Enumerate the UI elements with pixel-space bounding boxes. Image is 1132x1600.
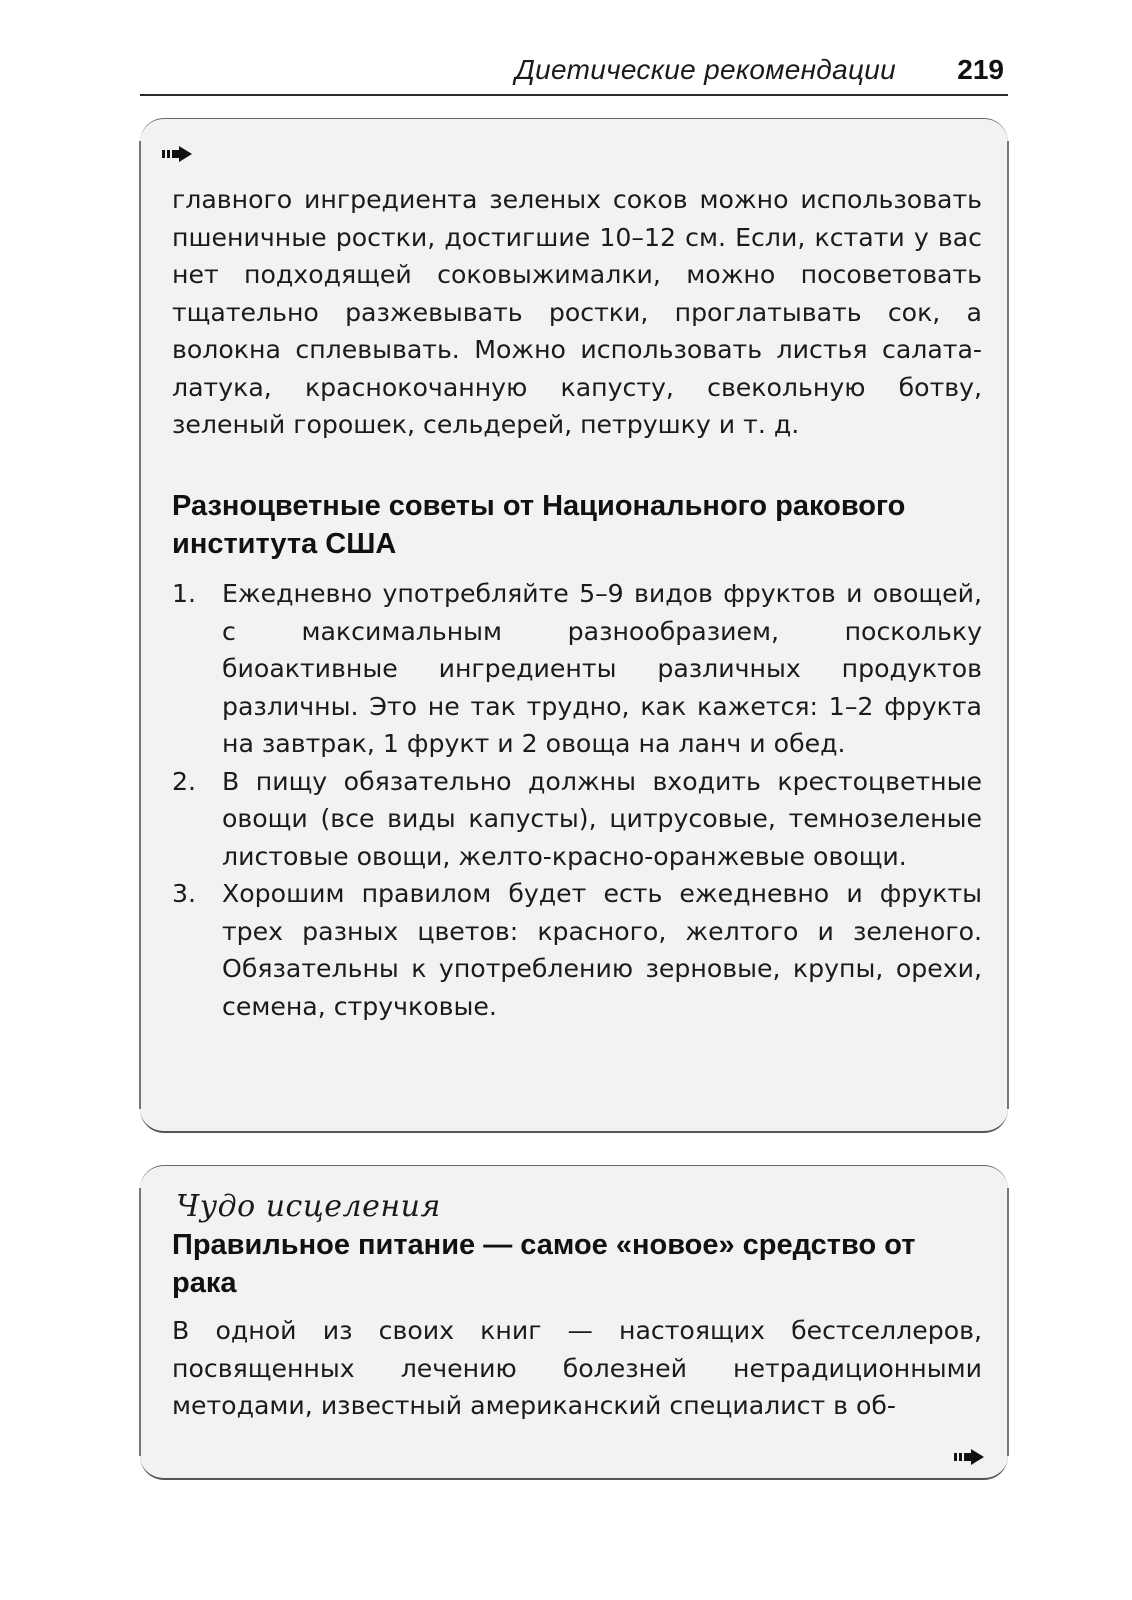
section-heading: Разноцветные советы от Национального ракового института США <box>172 490 906 560</box>
list-number: 2. <box>172 766 197 796</box>
list-item <box>172 875 982 1025</box>
running-title: Диетические рекомендации <box>515 54 896 85</box>
list-item <box>172 575 982 763</box>
list-text: В пищу обязательно должны входить крестоцветные овощи (все виды капусты), цитрусовые, темнозеленые листовые овощи, желто-красно-оранжевые овощи. <box>222 766 982 871</box>
list-text: Ежедневно употребляйте 5–9 видов фруктов и овощей, с максимальным разнообразием, поскольку биоактивные ингредиенты различных продуктов различны. Это не так трудно, как кажется: 1–2 фрукта на завтрак, 1 фрукт и 2 овоща на ланч и обед. <box>222 579 982 758</box>
box-heading: Правильное питание — самое «новое» средство от рака <box>172 1229 916 1299</box>
sidebar-box-miracle <box>140 1165 1008 1480</box>
box-paragraph: В одной из своих книг — настоящих бестселлеров, посвященных лечению болезней нетрадиционными методами, известный американский специалист в об- <box>172 1316 982 1420</box>
list-number: 3. <box>172 879 197 908</box>
arrow-right-icon <box>954 1449 984 1465</box>
running-header <box>140 50 1008 96</box>
page-number: 219 <box>957 54 1004 85</box>
sidebar-box-continued <box>140 118 1008 1133</box>
list-number: 1. <box>172 579 197 608</box>
advice-list <box>172 575 982 1025</box>
continued-paragraph: главного ингредиента зеленых соков можно использовать пшеничные ростки, достигшие 10–12 см. Если, кстати у вас нет подходящей соковыжималки, можно посоветовать тщательно разжевывать ростки, проглатывать сок, а волокна сплевывать. Можно использовать листья салата-латука, краснокочанную капусту, свекольную ботву, зеленый горошек, сельдерей, петрушку и т. д. <box>172 185 982 439</box>
list-text: Хорошим правилом будет есть ежедневно и фрукты трех разных цветов: красного, желтого и зеленого. Обязательны к употреблению зерновые, крупы, орехи, семена, стручковые. <box>222 879 982 1021</box>
arrow-right-icon <box>162 146 192 162</box>
list-item <box>172 763 982 876</box>
box-label: Чудо исцеления <box>176 1189 441 1224</box>
